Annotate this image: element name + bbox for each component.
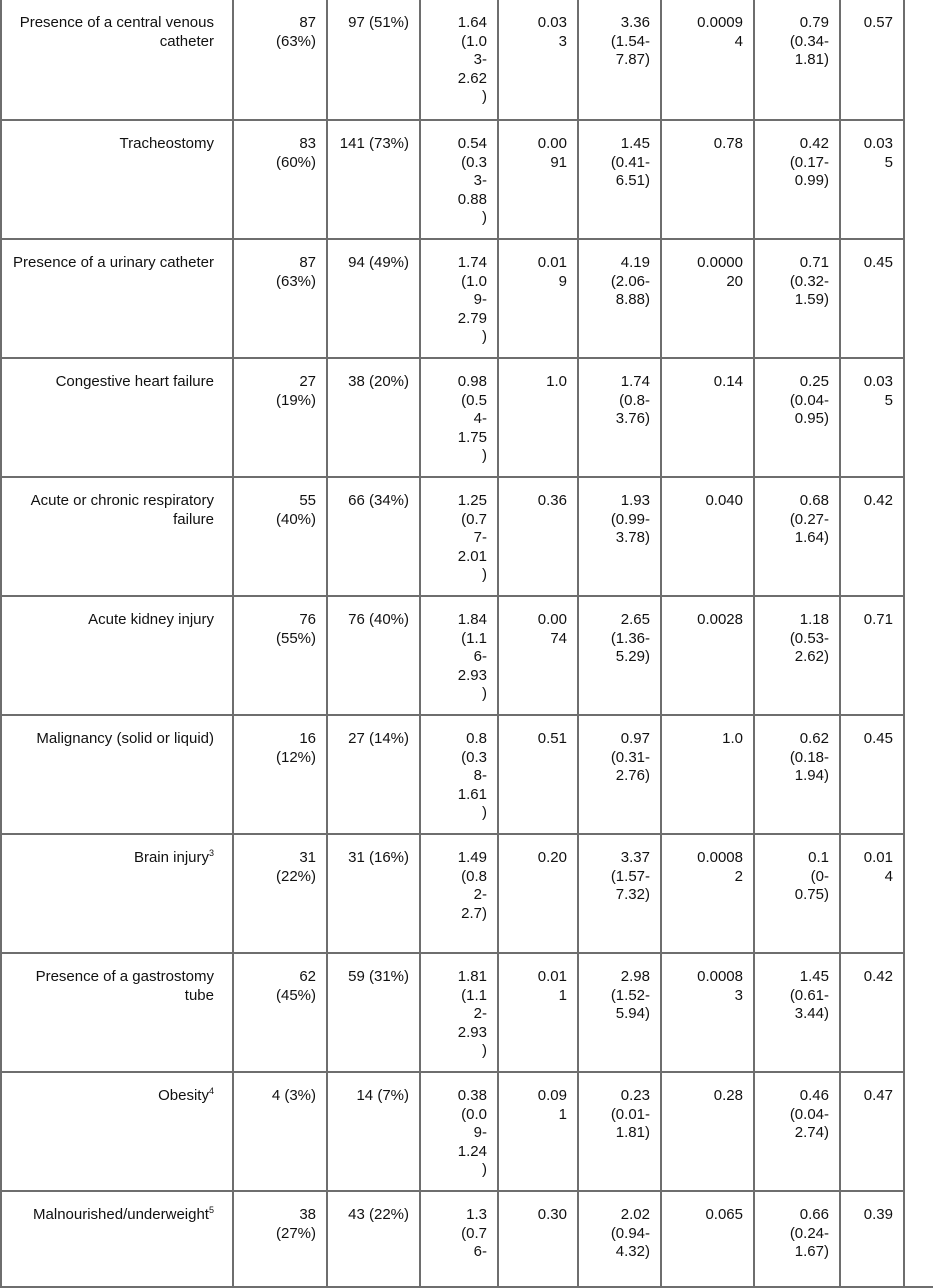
table-cell: 0.39 <box>841 1190 905 1286</box>
table-cell: 0.00 74 <box>499 595 579 714</box>
row-label-text: Presence of a central venous catheter <box>19 14 214 50</box>
table-cell: 1.0 <box>662 714 755 833</box>
table-cell: 62 (45%) <box>234 952 328 1071</box>
table-cell: 94 (49%) <box>328 238 421 357</box>
table-cell: 0.01 9 <box>499 238 579 357</box>
row-label <box>2 952 234 1071</box>
footnote-marker: 3 <box>208 848 214 858</box>
table-cell: 1.0 <box>499 357 579 476</box>
row-label-text: Acute kidney injury <box>88 611 214 628</box>
table-cell: 0.36 <box>499 476 579 595</box>
table-cell: 2.02 (0.94- 4.32) <box>579 1190 662 1286</box>
table-cell: 0.03 3 <box>499 0 579 119</box>
table-cell: 31 (16%) <box>328 833 421 952</box>
table-cell: 0.14 <box>662 357 755 476</box>
table-cell: 1.74 (1.0 9- 2.79 ) <box>421 238 499 357</box>
row-label <box>2 119 234 238</box>
table-cell: 59 (31%) <box>328 952 421 1071</box>
row-label-text: Presence of a urinary catheter <box>13 254 214 271</box>
row-label-text: Malignancy (solid or liquid) <box>36 730 214 747</box>
table-cell: 0.68 (0.27- 1.64) <box>755 476 841 595</box>
table-cell: 1.45 (0.61- 3.44) <box>755 952 841 1071</box>
table-cell: 3.36 (1.54- 7.87) <box>579 0 662 119</box>
table-cell: 1.93 (0.99- 3.78) <box>579 476 662 595</box>
table-cell: 141 (73%) <box>328 119 421 238</box>
table-cell: 0.97 (0.31- 2.76) <box>579 714 662 833</box>
table-cell: 4 (3%) <box>234 1071 328 1190</box>
table-cell: 16 (12%) <box>234 714 328 833</box>
table-cell: 0.00 91 <box>499 119 579 238</box>
table-cell: 0.62 (0.18- 1.94) <box>755 714 841 833</box>
table-cell: 0.47 <box>841 1071 905 1190</box>
table-cell: 0.42 <box>841 476 905 595</box>
row-label <box>2 0 234 119</box>
table-cell: 0.38 (0.0 9- 1.24 ) <box>421 1071 499 1190</box>
row-label-text: Congestive heart failure <box>55 373 214 390</box>
table-cell: 0.0000 20 <box>662 238 755 357</box>
table-cell: 0.03 5 <box>841 357 905 476</box>
footnote-marker: 4 <box>208 1086 214 1096</box>
table-cell: 0.03 5 <box>841 119 905 238</box>
row-label-text: Brain injury <box>133 849 209 866</box>
table-cell: 76 (40%) <box>328 595 421 714</box>
table-cell: 38 (27%) <box>234 1190 328 1286</box>
row-label-text: Malnourished/underweight <box>33 1206 209 1223</box>
row-label <box>2 1071 234 1190</box>
table-cell: 97 (51%) <box>328 0 421 119</box>
table-cell: 1.25 (0.7 7- 2.01 ) <box>421 476 499 595</box>
table-cell: 0.71 <box>841 595 905 714</box>
row-label <box>2 476 234 595</box>
table-cell: 2.98 (1.52- 5.94) <box>579 952 662 1071</box>
table-cell: 0.42 <box>841 952 905 1071</box>
table-cell: 76 (55%) <box>234 595 328 714</box>
table-cell: 1.3 (0.7 6- <box>421 1190 499 1286</box>
table-cell: 87 (63%) <box>234 0 328 119</box>
table-cell: 0.57 <box>841 0 905 119</box>
table-cell: 1.81 (1.1 2- 2.93 ) <box>421 952 499 1071</box>
table-cell: 0.8 (0.3 8- 1.61 ) <box>421 714 499 833</box>
table-cell: 3.37 (1.57- 7.32) <box>579 833 662 952</box>
table-cell: 27 (14%) <box>328 714 421 833</box>
table-cell: 0.09 1 <box>499 1071 579 1190</box>
table-cell: 0.0008 2 <box>662 833 755 952</box>
table-cell: 38 (20%) <box>328 357 421 476</box>
footnote-marker: 5 <box>208 1205 214 1215</box>
row-label <box>2 1190 234 1286</box>
table-cell: 0.45 <box>841 714 905 833</box>
table-cell: 0.01 4 <box>841 833 905 952</box>
row-label <box>2 595 234 714</box>
row-label-text: Tracheostomy <box>119 135 214 152</box>
row-label <box>2 833 234 952</box>
table-cell: 2.65 (1.36- 5.29) <box>579 595 662 714</box>
table-cell: 0.30 <box>499 1190 579 1286</box>
table-cell: 0.78 <box>662 119 755 238</box>
table-cell: 0.42 (0.17- 0.99) <box>755 119 841 238</box>
table-cell: 0.28 <box>662 1071 755 1190</box>
table-cell: 31 (22%) <box>234 833 328 952</box>
table-cell: 27 (19%) <box>234 357 328 476</box>
table-cell: 0.51 <box>499 714 579 833</box>
table-cell: 0.23 (0.01- 1.81) <box>579 1071 662 1190</box>
table-cell: 0.065 <box>662 1190 755 1286</box>
table-cell: 0.54 (0.3 3- 0.88 ) <box>421 119 499 238</box>
row-label-text: Acute or chronic respiratory failure <box>30 492 214 528</box>
table-cell: 1.45 (0.41- 6.51) <box>579 119 662 238</box>
table-cell: 0.98 (0.5 4- 1.75 ) <box>421 357 499 476</box>
table-cell: 4.19 (2.06- 8.88) <box>579 238 662 357</box>
table-cell: 0.0008 3 <box>662 952 755 1071</box>
table-cell: 0.1 (0- 0.75) <box>755 833 841 952</box>
table-cell: 1.84 (1.1 6- 2.93 ) <box>421 595 499 714</box>
table-cell: 0.0028 <box>662 595 755 714</box>
table-cell: 0.66 (0.24- 1.67) <box>755 1190 841 1286</box>
table-cell: 55 (40%) <box>234 476 328 595</box>
table-cell: 0.01 1 <box>499 952 579 1071</box>
table-cell: 14 (7%) <box>328 1071 421 1190</box>
table-cell: 1.49 (0.8 2- 2.7) <box>421 833 499 952</box>
table-cell: 1.74 (0.8- 3.76) <box>579 357 662 476</box>
row-label <box>2 357 234 476</box>
row-label-text: Obesity <box>158 1087 209 1104</box>
table-cell: 83 (60%) <box>234 119 328 238</box>
table-cell: 0.0009 4 <box>662 0 755 119</box>
table-cell: 0.79 (0.34- 1.81) <box>755 0 841 119</box>
table-cell: 0.25 (0.04- 0.95) <box>755 357 841 476</box>
table-cell: 1.64 (1.0 3- 2.62 ) <box>421 0 499 119</box>
table-cell: 43 (22%) <box>328 1190 421 1286</box>
table-cell: 0.20 <box>499 833 579 952</box>
table-cell: 1.18 (0.53- 2.62) <box>755 595 841 714</box>
row-label <box>2 714 234 833</box>
table-cell: 0.71 (0.32- 1.59) <box>755 238 841 357</box>
table-cell: 66 (34%) <box>328 476 421 595</box>
row-label <box>2 238 234 357</box>
table-cell: 0.46 (0.04- 2.74) <box>755 1071 841 1190</box>
row-label-text: Presence of a gastrostomy tube <box>35 968 214 1004</box>
table-cell: 0.45 <box>841 238 905 357</box>
table-cell: 87 (63%) <box>234 238 328 357</box>
table-cell: 0.040 <box>662 476 755 595</box>
